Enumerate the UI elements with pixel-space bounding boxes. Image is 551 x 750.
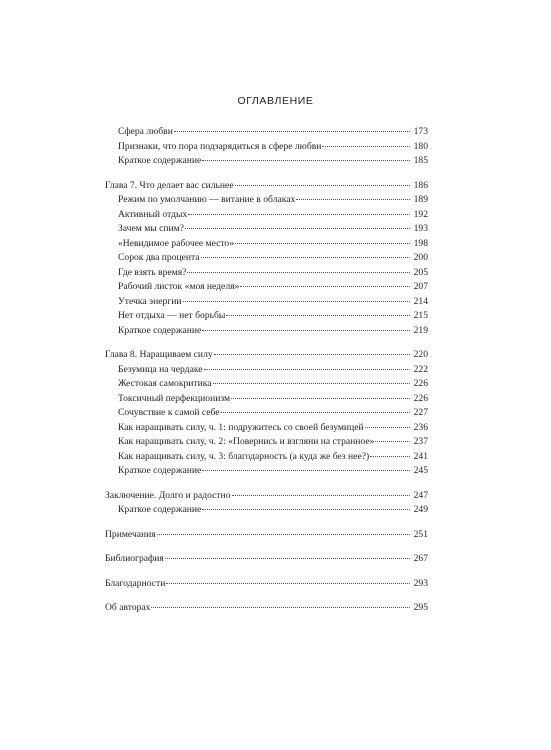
- toc-subentry[interactable]: [105, 237, 428, 252]
- toc-page-number: 267: [413, 553, 428, 564]
- dot-leader: [183, 301, 410, 302]
- toc-subentry[interactable]: [105, 450, 428, 465]
- toc-page-number: 192: [413, 208, 428, 220]
- toc-page-number: 200: [413, 252, 428, 263]
- toc-group: [105, 489, 428, 518]
- toc-entry-title: Активный отдых: [118, 208, 188, 220]
- dot-leader: [214, 354, 410, 355]
- toc-subentry[interactable]: [105, 406, 428, 421]
- dot-leader: [166, 583, 410, 584]
- toc-entry-title: Режим по умолчанию — витание в облаках: [118, 194, 296, 205]
- dot-leader: [296, 199, 410, 200]
- dot-leader: [231, 398, 410, 399]
- toc-page-number: 226: [413, 378, 428, 389]
- toc-page-number: 207: [413, 281, 428, 292]
- toc-entry-title: Примечания: [105, 528, 156, 540]
- toc-subentry[interactable]: [105, 392, 428, 407]
- toc-page-number: 186: [413, 179, 428, 191]
- toc-entry-title: Токсичный перфекционизм: [118, 392, 231, 404]
- toc-entry-title: Заключение. Долго и радостно: [105, 489, 231, 501]
- toc-page-number: 214: [413, 295, 428, 307]
- toc-entry-title: Безумица на чердаке: [118, 363, 203, 375]
- dot-leader: [365, 427, 410, 428]
- dot-leader: [157, 534, 410, 535]
- toc-page-number: 189: [413, 194, 428, 205]
- toc-entry-title: Признаки, что пора подзарядиться в сфере любви: [118, 140, 322, 152]
- toc-page-number: 226: [413, 392, 428, 404]
- toc-entry-title: Об авторах: [105, 602, 151, 613]
- toc-subentry[interactable]: [105, 295, 428, 310]
- toc-page-number: 220: [413, 349, 428, 360]
- toc-group: [105, 125, 428, 169]
- toc-entry-title: Глава 7. Что делает вас сильнее: [105, 179, 234, 191]
- toc-page-number: 205: [413, 266, 428, 278]
- table-of-contents: [105, 125, 428, 616]
- toc-page-number: 236: [413, 421, 428, 433]
- dot-leader: [185, 228, 410, 229]
- dot-leader: [235, 185, 410, 186]
- toc-entry-title: Сфера любви: [118, 126, 173, 137]
- toc-subentry[interactable]: [105, 435, 428, 450]
- toc-group: [105, 528, 428, 543]
- toc-subentry[interactable]: [105, 464, 428, 479]
- toc-page-number: 185: [413, 155, 428, 166]
- toc-page-number: 198: [413, 237, 428, 249]
- toc-entry-title: Сорок два процента: [118, 252, 200, 263]
- toc-subentry[interactable]: [105, 503, 428, 518]
- toc-subentry[interactable]: [105, 266, 428, 281]
- toc-entry-title: Рабочий листок «моя неделя»: [118, 281, 240, 292]
- toc-subentry[interactable]: [105, 140, 428, 155]
- toc-entry[interactable]: [105, 601, 428, 616]
- dot-leader: [202, 509, 410, 510]
- toc-group: [105, 601, 428, 616]
- toc-entry[interactable]: [105, 577, 428, 592]
- toc-page-number: 249: [413, 504, 428, 515]
- toc-entry-title: Библиография: [105, 553, 164, 564]
- toc-page-number: 173: [413, 126, 428, 137]
- dot-leader: [370, 456, 410, 457]
- dot-leader: [226, 315, 410, 316]
- toc-entry-title: Краткое содержание: [118, 155, 202, 166]
- toc-page-number: 227: [413, 407, 428, 418]
- toc-entry[interactable]: [105, 528, 428, 543]
- toc-entry-title: «Невидимое рабочее место»: [118, 237, 235, 249]
- toc-entry-title: Краткое содержание: [118, 465, 202, 476]
- toc-page-number: 247: [413, 489, 428, 501]
- toc-entry-title: Сочувствие к самой себе: [118, 407, 220, 418]
- dot-leader: [204, 369, 410, 370]
- toc-page-number: 222: [413, 363, 428, 375]
- toc-entry[interactable]: [105, 179, 428, 194]
- toc-subentry[interactable]: [105, 421, 428, 436]
- toc-entry-title: Как наращивать силу, ч. 3: благодарность (а куда же без нее?): [118, 450, 370, 462]
- toc-page-number: 193: [413, 223, 428, 234]
- dot-leader: [213, 383, 410, 384]
- toc-page-number: 295: [413, 602, 428, 613]
- toc-subentry[interactable]: [105, 208, 428, 223]
- toc-subentry[interactable]: [105, 280, 428, 295]
- toc-entry-title: Где взять время?: [118, 266, 187, 278]
- dot-leader: [240, 286, 410, 287]
- toc-subentry[interactable]: [105, 363, 428, 378]
- toc-entry-title: Как наращивать силу, ч. 1: подружитесь со своей безумицей: [118, 421, 364, 433]
- toc-page-number: 241: [413, 450, 428, 462]
- toc-page-number: 215: [413, 310, 428, 321]
- dot-leader: [187, 272, 410, 273]
- dot-leader: [322, 146, 410, 147]
- dot-leader: [235, 243, 410, 244]
- toc-subentry[interactable]: [105, 324, 428, 339]
- toc-page-number: 180: [413, 140, 428, 152]
- toc-subentry[interactable]: [105, 222, 428, 237]
- toc-entry-title: Краткое содержание: [118, 324, 202, 336]
- toc-page-number: 251: [413, 528, 428, 540]
- toc-subentry[interactable]: [105, 193, 428, 208]
- dot-leader: [174, 131, 410, 132]
- toc-group: [105, 577, 428, 592]
- toc-entry-title: Краткое содержание: [118, 504, 202, 515]
- toc-group: [105, 348, 428, 479]
- dot-leader: [202, 470, 410, 471]
- toc-entry-title: Жестокая самокритика: [118, 378, 212, 389]
- toc-page-number: 245: [413, 465, 428, 476]
- toc-subentry[interactable]: [105, 251, 428, 266]
- toc-entry[interactable]: [105, 489, 428, 504]
- toc-entry-title: Благодарности: [105, 577, 166, 589]
- toc-entry-title: Как наращивать силу, ч. 2: «Повернись и взгляни на странное»: [118, 436, 375, 447]
- dot-leader: [202, 160, 410, 161]
- toc-subentry[interactable]: [105, 377, 428, 392]
- dot-leader: [165, 558, 410, 559]
- toc-entry[interactable]: [105, 552, 428, 567]
- dot-leader: [201, 257, 410, 258]
- dot-leader: [151, 607, 410, 608]
- dot-leader: [232, 495, 410, 496]
- dot-leader: [202, 330, 410, 331]
- toc-group: [105, 179, 428, 339]
- toc-entry-title: Глава 8. Наращиваем силу: [105, 349, 213, 360]
- toc-entry-title: Утечка энергии: [118, 295, 182, 307]
- toc-entry[interactable]: [105, 348, 428, 363]
- toc-subentry[interactable]: [105, 309, 428, 324]
- toc-heading: ОГЛАВЛЕНИЕ: [237, 95, 314, 107]
- toc-entry-title: Зачем мы спим?: [118, 223, 185, 234]
- toc-page-number: 293: [413, 577, 428, 589]
- toc-page-number: 219: [413, 324, 428, 336]
- toc-entry-title: Нет отдыха — нет борьбы: [118, 310, 226, 321]
- toc-subentry[interactable]: [105, 154, 428, 169]
- dot-leader: [188, 214, 410, 215]
- dot-leader: [375, 441, 410, 442]
- toc-group: [105, 552, 428, 567]
- toc-page-number: 237: [413, 436, 428, 447]
- dot-leader: [221, 412, 410, 413]
- toc-subentry[interactable]: [105, 125, 428, 140]
